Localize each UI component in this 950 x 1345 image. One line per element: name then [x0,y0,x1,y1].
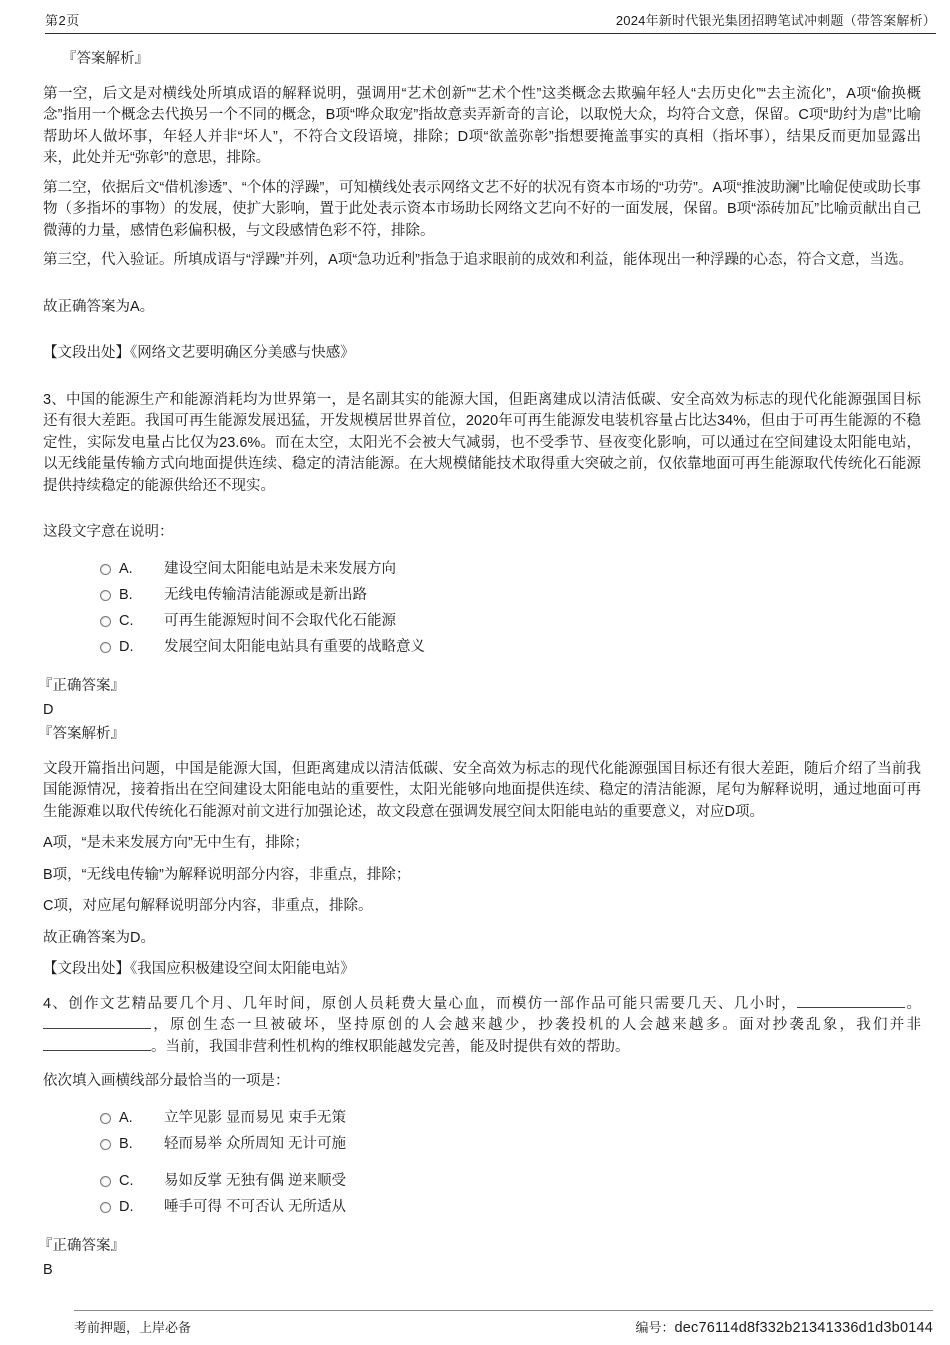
q3-options [43,557,921,661]
radio-button[interactable] [100,1202,111,1213]
q4-correct-answer-label: 『正确答案』 [38,1237,125,1254]
q4-correct-answer-value: B [43,1261,53,1278]
page-content [0,49,950,1282]
answer-blank [43,1037,151,1051]
q2-analysis-paragraph-2: 第二空，依据后文“借机渗透”、“个体的浮躁”，可知横线处表示网络文艺不好的状况有资本市场的“功劳”。A项“推波助澜”比喻促使或助长事物（多指坏的事物）的发展，使扩大影响，置于此处表示资本市场助长网络文艺向不好的一面发展，保留。B项“添砖加瓦”比喻贡献出自己微薄的力量，感情色彩偏积极，与文段感情色彩不符，排除。 [43,179,921,239]
q4-options [43,1106,921,1221]
page-footer [74,1310,933,1336]
q3-option-b[interactable] [43,583,921,609]
radio-button[interactable] [100,616,111,627]
q4-answer-block [38,1234,921,1282]
option-text: 无线电传输清洁能源或是新出路 [164,586,367,603]
q3-stem: 3、中国的能源生产和能源消耗均为世界第一，是名副其实的能源大国，但距离建成以清洁低碳、安全高效为标志的现代化能源强国目标还有很大差距。我国可再生能源发展迅猛，开发规模居世界首位，2020年可再生能源发电装机容量占比达34%，但由于可再生能源的不稳定性，实际发电量占比仅为23.6%。而在太空，太阳光不会被大气减弱，也不受季节、昼夜变化影响，可以通过在空间建设太阳能电站，以无线能量传输方式向地面提供连续、稳定的清洁能源。在大规模储能技术取得重大突破之前，仅依靠地面可再生能源取代传统化石能源提供持续稳定的能源供给还不现实。 [43,391,921,494]
q2-conclusion: 故正确答案为A。 [43,298,155,315]
q3-prompt: 这段文字意在说明： [43,524,174,540]
q4-option-c[interactable] [43,1169,921,1195]
option-letter: B. [119,1135,133,1152]
option-letter: A. [119,560,133,577]
q3-option-c[interactable] [43,609,921,635]
option-letter: C. [119,1172,134,1189]
q2-analysis-label: 『答案解析』 [62,51,149,67]
q3-analysis-paragraph: 文段开篇指出问题，中国是能源大国，但距离建成以清洁低碳、安全高效为标志的现代化能源强国目标还有很大差距，随后介绍了当前我国能源情况，接着指出在空间建设太阳能电站的重要性，太阳光能够向地面提供连续、稳定的清洁能源，尾句为解释说明，通过地面可再生能源难以取代传统化石能源对前文进行加强论述，故文段意在强调发展空间太阳能电站的重要意义，对应D项。 [43,760,921,820]
q3-point-c: C项，对应尾句解释说明部分内容，非重点，排除。 [43,898,373,914]
q3-option-d[interactable] [43,635,921,661]
q2-analysis-paragraph-1: 第一空，后文是对横线处所填成语的解释说明，强调用“艺术创新”“艺术个性”这类概念去欺骗年轻人“去历史化”“去主流化”，A项“偷换概念”指用一个概念去代换另一个不同的概念，B项“哗众取宠”指故意卖弄新奇的言论，以取悦大众，均符合文意，保留。C项“助纣为虐”比喻帮助坏人做坏事，年轻人并非“坏人”，不符合文段语境，排除；D项“欲盖弥彰”指想要掩盖事实的真相（指坏事），结果反而更加显露出来，此处并无“弥彰”的意思，排除。 [43,85,921,166]
answer-blank [797,994,905,1008]
radio-button[interactable] [100,1113,111,1124]
option-letter: C. [119,612,134,629]
q4-option-a[interactable] [43,1106,921,1132]
option-letter: D. [119,638,134,655]
option-text: 建设空间太阳能电站是未来发展方向 [164,560,396,577]
radio-button[interactable] [100,1139,111,1150]
option-text: 立竿见影 显而易见 束手无策 [164,1109,347,1126]
q4-option-d[interactable] [43,1195,921,1221]
q3-conclusion: 故正确答案为D。 [43,929,155,946]
serial-code: dec76114d8f332b21341336d1d3b0144 [674,1320,933,1336]
q2-source: 【文段出处】《网络文艺要明确区分美感与快感》 [43,345,355,361]
q3-correct-answer-value: D [43,701,54,718]
radio-button[interactable] [100,1176,111,1187]
option-text: 轻而易举 众所周知 无计可施 [164,1135,347,1152]
q3-option-a[interactable] [43,557,921,583]
option-text: 易如反掌 无独有偶 逆来顺受 [164,1172,347,1189]
page-header [45,0,936,34]
option-letter: B. [119,586,133,603]
footer-serial [635,1317,933,1336]
option-text: 可再生能源短时间不会取代化石能源 [164,612,396,629]
option-text: 发展空间太阳能电站具有重要的战略意义 [164,638,425,655]
page-number: 第2页 [45,13,80,28]
option-letter: D. [119,1198,134,1215]
q3-correct-answer-label: 『正确答案』 [38,677,125,694]
radio-button[interactable] [100,590,111,601]
q4-prompt: 依次填入画横线部分最恰当的一项是： [43,1073,290,1089]
radio-button[interactable] [100,564,111,575]
q3-answer-block [38,674,921,746]
document-title: 2024年新时代银光集团招聘笔试冲刺题（带答案解析） [615,13,936,28]
serial-label: 编号： [635,1320,675,1335]
option-text: 唾手可得 不可否认 无所适从 [164,1198,347,1215]
q3-point-b: B项，“无线电传输”为解释说明部分内容，非重点，排除； [43,866,411,883]
q3-source: 【文段出处】《我国应积极建设空间太阳能电站》 [43,961,355,977]
option-letter: A. [119,1109,133,1126]
q4-stem: 4、创作文艺精品要几个月、几年时间，原创人员耗费大量心血，而模仿一部作品可能只需要几天、几小时， 。，原创生态一旦被破坏，坚持原创的人会越来越少，抄袭投机的人会越来越多。面对抄袭乱象，我们并非。当前，我国非营利性机构的维权职能越发完善，能及时提供有效的帮助。 [43,995,922,1055]
footer-slogan: 考前押题，上岸必备 [74,1320,192,1335]
q2-analysis-paragraph-3: 第三空，代入验证。所填成语与“浮躁”并列，A项“急功近利”指急于追求眼前的成效和利益，能体现出一种浮躁的心态，符合文意，当选。 [43,252,913,268]
q3-analysis-label: 『答案解析』 [38,725,125,742]
q3-point-a: A项，“是未来发展方向”无中生有，排除； [43,835,309,851]
q4-option-b[interactable] [43,1132,921,1158]
answer-blank [43,1015,151,1029]
radio-button[interactable] [100,642,111,653]
